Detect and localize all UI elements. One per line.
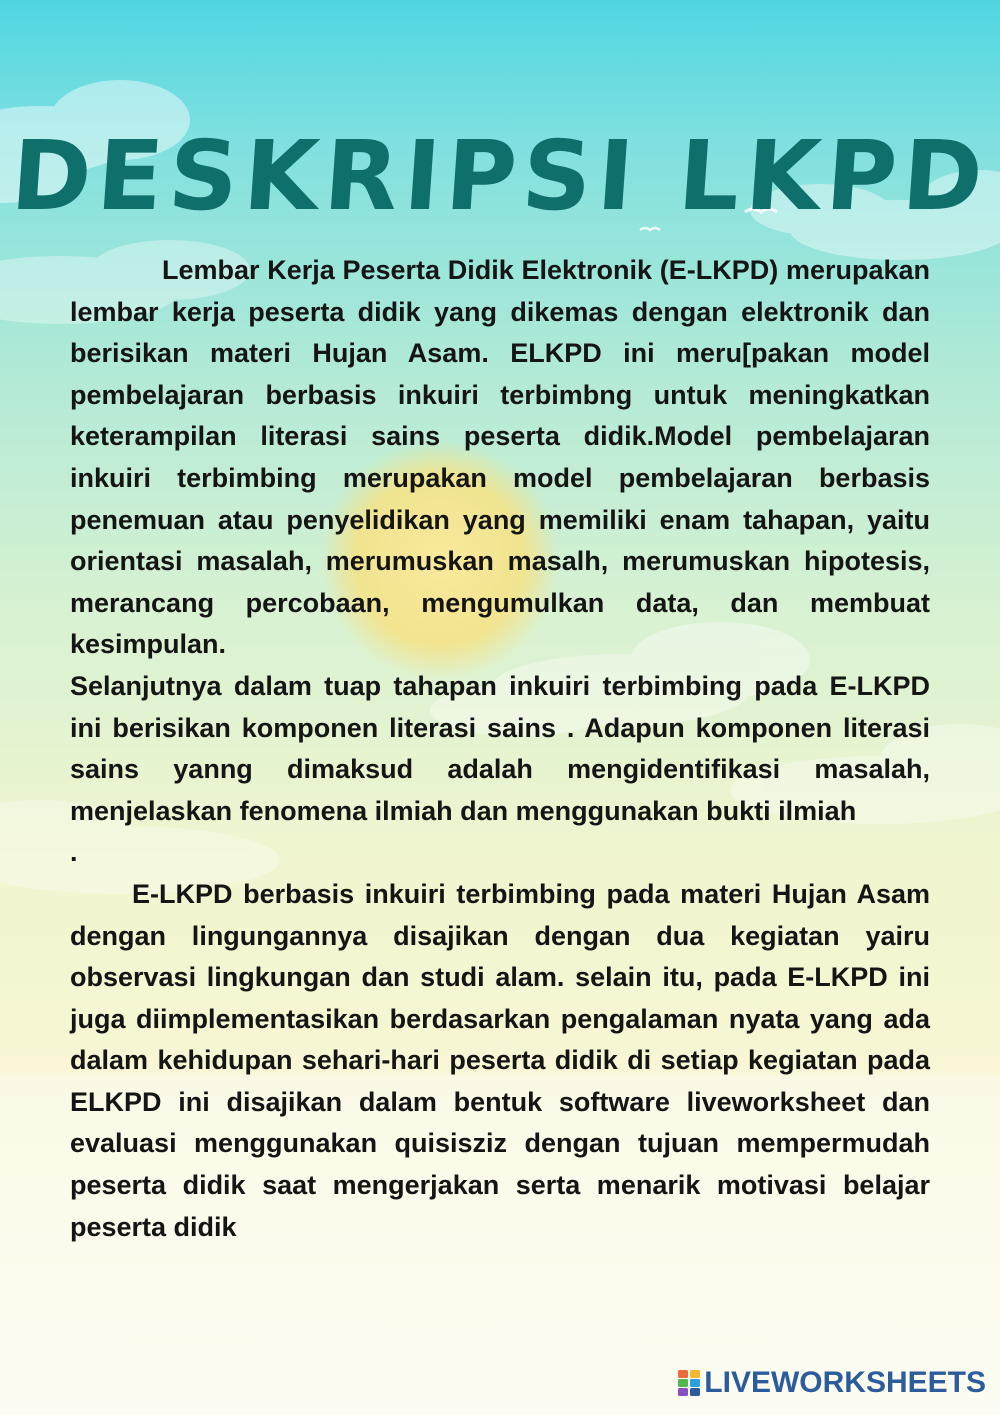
- liveworksheets-logo-icon: [678, 1370, 700, 1396]
- liveworksheets-watermark: [678, 1365, 986, 1401]
- description-text: [70, 250, 930, 1248]
- paragraph-activities: E-LKPD berbasis inkuiri terbimbing pada materi Hujan Asam dengan lingungannya disajikan dengan dua kegiatan yairu observasi lingkungan dan studi alam. selain itu, pada E-LKPD ini juga diimplementasikan berdasarkan pengalaman nyata yang ada dalam kehidupan sehari-hari peserta didik di setiap kegiatan pada ELKPD ini disajikan dalam bentuk software liveworksheet dan evaluasi menggunakan quisisziz dengan tujuan mempermudah peserta didik saat mengerjakan serta menarik motivasi belajar peserta didik: [70, 878, 930, 1242]
- paragraph-literacy: Selanjutnya dalam tuap tahapan inkuiri terbimbing pada E-LKPD ini berisikan komponen literasi sains . Adapun komponen literasi sains yanng dimaksud adalah mengidentifikasi masalah, menjelaskan fenomena ilmiah dan menggunakan bukti ilmiah: [70, 670, 930, 826]
- paragraph-intro: Lembar Kerja Peserta Didik Elektronik (E-LKPD) merupakan lembar kerja peserta didik yang dikemas dengan elektronik dan berisikan materi Hujan Asam. ELKPD ini meru[pakan model pembelajaran berbasis inkuiri terbimbng untuk meningkatkan keterampilan literasi sains peserta didik.Model pembelajaran inkuiri terbimbing merupakan model pembelajaran berbasis penemuan atau penyelidikan yang memiliki enam tahapan, yaitu orientasi masalah, merumuskan masalh, merumuskan hipotesis, merancang percobaan, mengumulkan data, dan membuat kesimpulan.: [70, 255, 930, 660]
- page-title: DESKRIPSI LKPD: [7, 120, 993, 232]
- paragraph-dot: .: [70, 837, 78, 868]
- watermark-label: LIVEWORKSHEETS: [704, 1366, 986, 1399]
